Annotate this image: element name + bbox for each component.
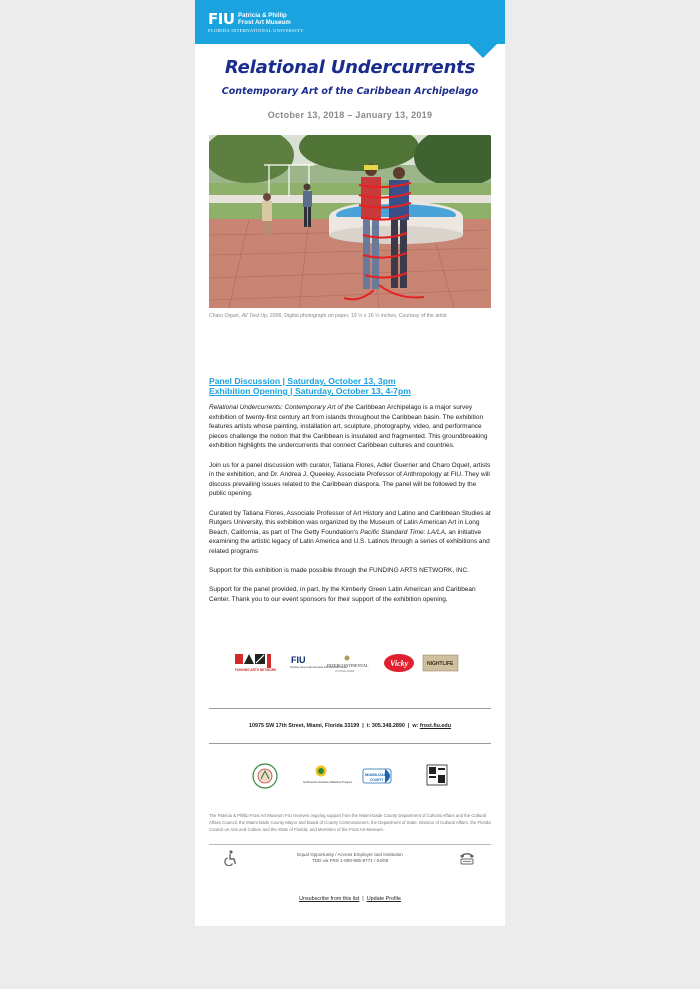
- intercontinental-label: INTERCONTINENTAL: [327, 663, 369, 668]
- exhibition-subtitle: Contemporary Art of the Caribbean Archipelago: [221, 86, 479, 97]
- paragraph-curator: [209, 509, 491, 557]
- website-link[interactable]: frost.fiu.edu: [419, 723, 451, 729]
- curator-italic: Pacific Standard Time: LA/LA,: [360, 528, 447, 536]
- email-container: [195, 0, 505, 926]
- eo-line-1: Equal Opportunity / Access Employer and Institution: [297, 852, 403, 857]
- header-banner: [195, 0, 505, 44]
- fiu-center-label: Kimberly Green Latin American and Caribbean Center: [290, 666, 348, 669]
- phone-text: t: 305.348.2890: [366, 723, 405, 729]
- intercontinental-logo[interactable]: [327, 656, 369, 674]
- funding-support-text: The Patricia & Phillip Frost Art Museum FIU receives ongoing support from the Miami-Dade County Department of Cultural Affairs and the Cultural Affairs Council, the Miami-Dade County Mayor and Board of County Commissioners, the Department of State, Division of Cultural Affairs, the Florida Council on Arts and Culture and the State of Florida; and Members of the Frost Art Museum.: [209, 813, 491, 832]
- exhibition-title: Relational Undercurrents: [224, 57, 476, 78]
- paragraph-support: Support for this exhibition is made possible through the FUNDING ARTS NETWORK, INC.: [209, 567, 469, 575]
- vicky-logo[interactable]: [384, 654, 414, 672]
- intro-rest: Caribbean Archipelago is a major survey exhibition of twenty-first century art from islands throughout the Caribbean basin. The exhibition features artists whose painting, installation art, sculpture, photography, video, and performance pieces challenge the notion that the Caribbean is insulated and fragmented. This groundbreaking exhibition highlights the undercurrents that connect Caribbean cultures and countries.: [209, 404, 488, 450]
- panel-discussion-link[interactable]: Panel Discussion | Saturday, October 13, 3pm: [209, 376, 396, 386]
- update-profile-link[interactable]: Update Profile: [366, 896, 401, 902]
- logo-line-1: Patricia & Phillip: [238, 12, 287, 19]
- fiu-sponsor-text: FIU: [291, 655, 306, 665]
- web-prefix: w:: [412, 723, 419, 729]
- sponsor-logos: [235, 652, 465, 674]
- exhibition-photo: [209, 135, 491, 308]
- florida-seal-logo[interactable]: [253, 764, 277, 788]
- fan-logo[interactable]: [235, 654, 277, 672]
- exhibition-dates: October 13, 2018 – January 13, 2019: [267, 110, 433, 120]
- event-links: [209, 376, 491, 396]
- nightlife-label: NIGHTLIFE: [427, 661, 454, 667]
- miamidade-sub: COUNTY: [370, 778, 384, 782]
- divider-bottom: [209, 743, 491, 744]
- logo-fiu-text: FIU: [208, 10, 235, 28]
- miamidade-label: MIAMI-DADE: [365, 772, 390, 777]
- divider-footer: [209, 844, 491, 845]
- intercontinental-sub: AT DORAL MIAMI: [335, 670, 355, 673]
- contact-line: 10975 SW 17th Street, Miami, Florida 33199 | t: 305.348.2890 | w: frost.fiu.edu: [249, 723, 451, 729]
- smithsonian-label: Smithsonian Institution Affiliations Program: [303, 781, 353, 784]
- curator-end: an initiative examining the artistic legacy of Latin America and U.S. Latinos through a series of exhibitions and related programs: [209, 528, 490, 555]
- arts-council-logo[interactable]: [427, 765, 447, 785]
- partner-logos: [245, 762, 455, 792]
- caption-artist: Charo Oquet,: [209, 313, 241, 319]
- address-text: 10975 SW 17th Street, Miami, Florida 33199: [249, 723, 360, 729]
- paragraph-sponsors: Support for the panel provided, in part, by the Kimberly Green Latin American and Caribbean Center. Thank you to our event sponsors for their support of the exhibition opening.: [209, 586, 476, 603]
- fan-sub-label: FUNDING ARTS NETWORK: [235, 668, 277, 672]
- photo-illustration: [209, 135, 491, 308]
- divider-top: [209, 708, 491, 709]
- body-text: [209, 403, 491, 614]
- museum-logo[interactable]: [208, 11, 328, 35]
- caption-details: 2006, Digital photograph on paper, 19 ½ x 16 ½ inches, Courtesy of the artist: [269, 313, 447, 319]
- smithsonian-logo[interactable]: [303, 766, 352, 785]
- logo-line-2: Frost Art Museum: [238, 19, 291, 26]
- tdd-phone-icon: [459, 851, 475, 865]
- header-notch-decoration: [469, 44, 497, 58]
- footer-links: Unsubscribe from this list | Update Profile: [299, 896, 401, 902]
- miami-dade-logo[interactable]: [363, 769, 391, 783]
- eo-line-2: TDD via FRS 1-800-955-8771 / 04/09: [311, 858, 389, 863]
- exhibition-opening-link[interactable]: Exhibition Opening | Saturday, October 13, 4-7pm: [209, 386, 411, 396]
- paragraph-intro: [209, 403, 491, 451]
- logo-university: FLORIDA INTERNATIONAL UNIVERSITY: [208, 28, 304, 33]
- caption-title: All Tied Up,: [241, 313, 269, 319]
- nightlife-logo[interactable]: [423, 655, 458, 671]
- photo-caption: [209, 313, 491, 319]
- intro-italic: Relational Undercurrents: Contemporary Art of the: [209, 404, 354, 411]
- paragraph-panel: Join us for a panel discussion with curator, Tatiana Flores, Adler Guerrier and Charo Oquet, artists in the exhibition, and Dr. Andrea J. Queeley, Associate Professor of Anthropology at FIU. They will discuss prevailing issues related to the Caribbean diaspora. The panel will be followed by the public opening.: [209, 461, 491, 498]
- vicky-label: Vicky: [390, 659, 409, 668]
- unsubscribe-link[interactable]: Unsubscribe from this list: [299, 896, 360, 902]
- curator-start: Curated by Tatiana Flores, Associate Professor of Art History and Latino and Caribbean Studies at Rutgers University, this exhibition was organized by the Museum of Latin American Art in Long Beach, California, as part of The Getty Foundation's: [209, 509, 491, 536]
